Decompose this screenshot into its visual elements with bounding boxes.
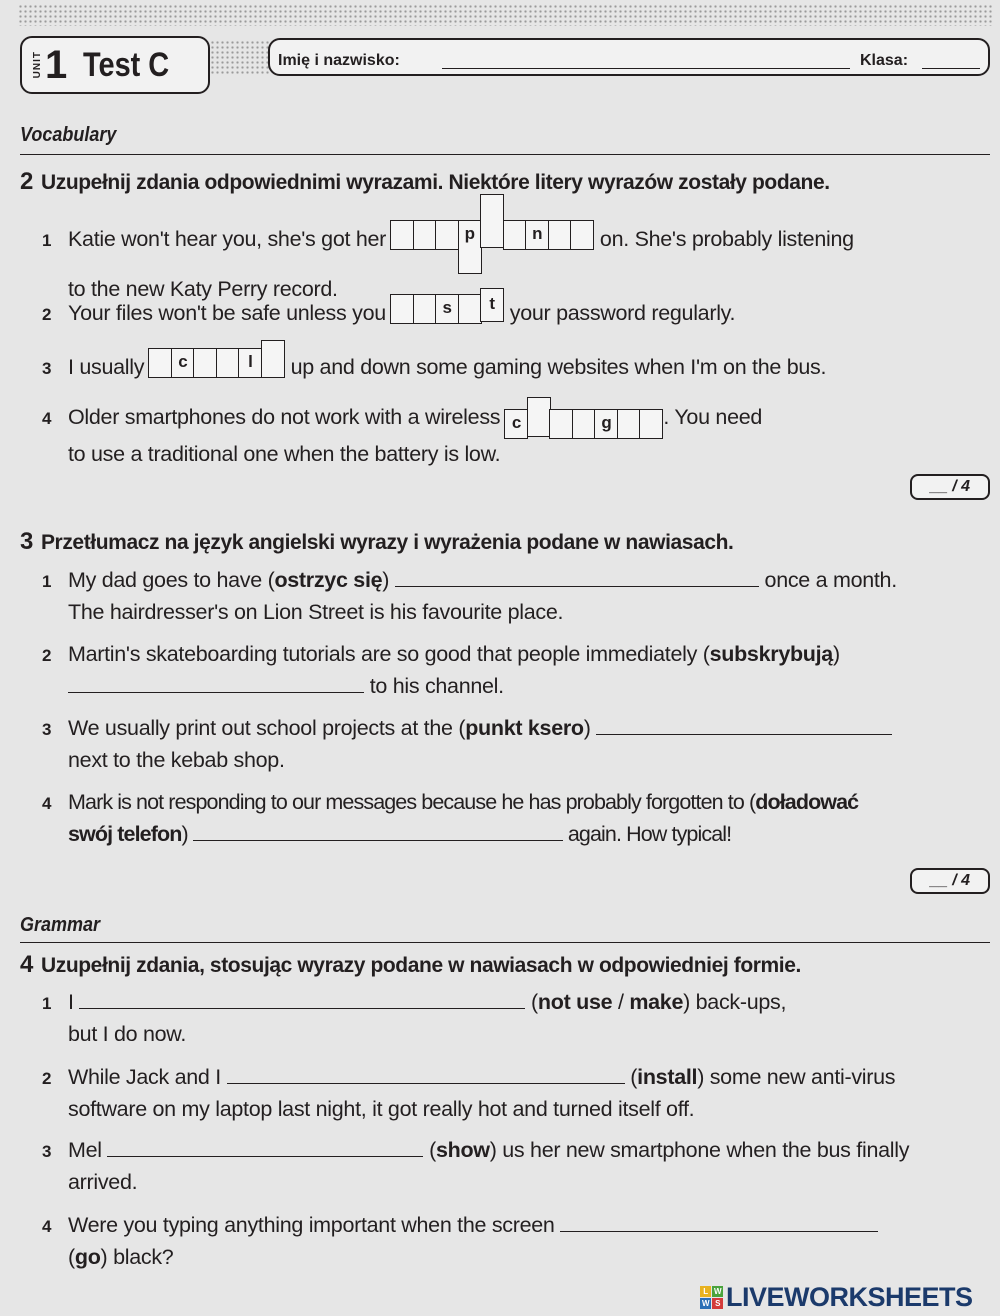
letter-box[interactable] xyxy=(639,409,663,439)
item-text: We usually print out school projects at the ( xyxy=(68,716,466,740)
task-2-title xyxy=(20,168,830,196)
task-number: 3 xyxy=(20,528,33,555)
task-3-item-4 xyxy=(42,787,858,849)
letter-box[interactable]: g xyxy=(594,409,618,439)
item-text: once a month. xyxy=(764,568,897,592)
task-number: 2 xyxy=(20,168,33,195)
item-text: up and down some gaming websites when I'm on the bus. xyxy=(290,355,827,379)
unit-number: 1 xyxy=(45,43,68,87)
letter-box[interactable] xyxy=(390,220,414,250)
task-3-item-1 xyxy=(42,565,897,627)
letter-box[interactable] xyxy=(617,409,641,439)
letter-box[interactable] xyxy=(390,294,414,324)
unit-badge xyxy=(20,36,210,94)
task-3-item-3 xyxy=(42,713,892,775)
task-3-title xyxy=(20,528,734,556)
item-hint: install xyxy=(637,1065,698,1089)
task-2-item-4 xyxy=(42,402,762,469)
task-4-item-3: 3 Mel (show) us her new smartphone when the bus finally arrived. xyxy=(42,1135,909,1197)
item-text: Your files won't be safe unless you xyxy=(68,301,386,325)
letter-box[interactable]: c xyxy=(171,348,195,378)
letter-box[interactable] xyxy=(413,294,437,324)
item-text: ) xyxy=(832,642,840,666)
section-divider xyxy=(20,942,990,943)
letter-box[interactable] xyxy=(458,294,482,324)
item-hint: swój telefon xyxy=(68,822,182,846)
letter-boxes[interactable] xyxy=(506,409,664,439)
liveworksheets-logo-icon: L W W S xyxy=(701,1287,722,1308)
task-4-item-1: 1 I (not use / make) back-ups, but I do now. xyxy=(42,987,786,1049)
task-2-item-2 xyxy=(42,294,735,330)
letter-box[interactable] xyxy=(216,348,240,378)
letter-box[interactable] xyxy=(480,194,504,248)
letter-box[interactable] xyxy=(572,409,596,439)
item-text-continued: to the new Katy Perry record. xyxy=(68,277,338,301)
item-number: 3 xyxy=(42,720,52,739)
item-text: Older smartphones do not work with a wireless xyxy=(68,405,501,429)
item-text-continued: arrived. xyxy=(68,1170,138,1194)
letter-box[interactable] xyxy=(570,220,594,250)
item-text: Were you typing anything important when the screen xyxy=(68,1213,555,1237)
answer-blank[interactable] xyxy=(107,1135,423,1157)
letter-box[interactable]: t xyxy=(480,288,504,322)
task-2-item-1 xyxy=(42,220,854,304)
letter-box[interactable]: n xyxy=(525,220,549,250)
item-number: 1 xyxy=(42,572,52,591)
item-text: Mel xyxy=(68,1138,102,1162)
letter-box[interactable] xyxy=(527,397,551,437)
letter-boxes[interactable] xyxy=(392,220,595,274)
item-number: 2 xyxy=(42,646,52,665)
header-dot-pattern xyxy=(18,4,994,26)
answer-blank[interactable] xyxy=(395,565,759,587)
letter-box[interactable] xyxy=(261,340,285,378)
answer-blank[interactable] xyxy=(560,1210,878,1232)
test-title: Test C xyxy=(83,45,170,84)
letter-box[interactable] xyxy=(413,220,437,250)
letter-boxes[interactable] xyxy=(150,348,285,378)
task-2-item-3 xyxy=(42,348,826,384)
unit-word: UNIT xyxy=(32,51,43,79)
item-hint: ostrzyc się xyxy=(274,568,383,592)
item-text-continued: but I do now. xyxy=(68,1022,187,1046)
header-dot-pattern-small xyxy=(210,40,270,74)
letter-box[interactable]: l xyxy=(238,348,262,378)
answer-blank[interactable] xyxy=(68,671,364,693)
task-instruction: Uzupełnij zdania odpowiednimi wyrazami. Niektóre litery wyrazów zostały podane. xyxy=(40,171,830,194)
item-text-continued: next to the kebab shop. xyxy=(68,748,285,772)
task-instruction: Uzupełnij zdania, stosując wyrazy podane w nawiasach w odpowiedniej formie. xyxy=(40,954,801,977)
item-text: ) xyxy=(181,822,188,846)
name-label: Imię i nazwisko: xyxy=(278,52,400,69)
item-text-continued: to use a traditional one when the battery is low. xyxy=(68,442,501,466)
item-text: Mark is not responding to our messages because he has probably forgotten to ( xyxy=(68,790,756,814)
item-text: ) xyxy=(382,568,390,592)
answer-blank[interactable] xyxy=(79,987,525,1009)
item-number: 3 xyxy=(42,359,52,378)
name-field[interactable] xyxy=(442,68,850,69)
letter-box[interactable]: s xyxy=(435,294,459,324)
item-hint: go xyxy=(74,1245,101,1269)
item-number: 4 xyxy=(42,794,51,813)
item-text: ) xyxy=(583,716,591,740)
letter-box[interactable] xyxy=(548,220,572,250)
item-text: your password regularly. xyxy=(509,301,736,325)
item-text: ) some new anti-virus xyxy=(697,1065,896,1089)
task-instruction: Przetłumacz na język angielski wyrazy i wyrażenia podane w nawiasach. xyxy=(40,531,734,554)
item-number: 1 xyxy=(42,231,52,250)
item-text: / xyxy=(612,990,630,1014)
item-text: . You need xyxy=(663,405,763,429)
item-text-continued: software on my laptop last night, it got really hot and turned itself off. xyxy=(68,1097,695,1121)
item-text: ) us her new smartphone when the bus finally xyxy=(489,1138,910,1162)
section-label-vocabulary: Vocabulary xyxy=(20,124,117,146)
letter-box[interactable] xyxy=(193,348,217,378)
item-hint: make xyxy=(629,990,684,1014)
item-number: 4 xyxy=(42,1217,52,1236)
item-hint: show xyxy=(435,1138,490,1162)
letter-box[interactable] xyxy=(435,220,459,250)
item-text: ) back-ups, xyxy=(683,990,787,1014)
item-text: Katie won't hear you, she's got her xyxy=(68,227,387,251)
item-text: ) black? xyxy=(100,1245,174,1269)
item-text-continued: to his channel. xyxy=(369,674,504,698)
item-text: My dad goes to have ( xyxy=(68,568,275,592)
item-text: Martin's skateboarding tutorials are so good that people immediately ( xyxy=(68,642,710,666)
letter-box[interactable]: p xyxy=(458,220,482,274)
item-hint: punkt ksero xyxy=(465,716,584,740)
letter-box[interactable] xyxy=(148,348,172,378)
item-number: 2 xyxy=(42,1069,52,1088)
task-number: 4 xyxy=(20,951,33,978)
item-text: again. How typical! xyxy=(567,822,732,846)
item-text: on. She's probably listening xyxy=(599,227,854,251)
score-box[interactable]: __ / 4 xyxy=(910,474,990,500)
item-hint: not use xyxy=(537,990,613,1014)
section-label-grammar: Grammar xyxy=(20,914,101,936)
item-number: 1 xyxy=(42,994,52,1013)
task-3-item-2 xyxy=(42,639,840,701)
section-divider xyxy=(20,154,990,155)
item-text: I xyxy=(68,990,74,1014)
answer-blank[interactable] xyxy=(227,1062,625,1084)
item-hint: subskrybują xyxy=(709,642,833,666)
item-text-continued: The hairdresser's on Lion Street is his favourite place. xyxy=(68,600,564,624)
item-text: While Jack and I xyxy=(68,1065,221,1089)
item-hint: doładować xyxy=(755,790,859,814)
liveworksheets-brand: LIVEWORKSHEETS xyxy=(726,1282,973,1312)
answer-blank[interactable] xyxy=(596,713,892,735)
task-4-item-4: 4 Were you typing anything important when the screen (go) black? xyxy=(42,1210,878,1272)
letter-boxes[interactable] xyxy=(392,294,505,324)
item-number: 2 xyxy=(42,305,52,324)
answer-blank[interactable] xyxy=(193,819,563,841)
letter-box[interactable] xyxy=(503,220,527,250)
letter-box[interactable] xyxy=(549,409,573,439)
item-number: 3 xyxy=(42,1142,52,1161)
student-info-box xyxy=(268,38,990,76)
letter-box[interactable]: c xyxy=(504,409,528,439)
score-box[interactable]: __ / 4 xyxy=(910,868,990,894)
task-4-item-2: 2 While Jack and I (install) some new anti-virus software on my laptop last night, it got really hot and turned itself off. xyxy=(42,1062,895,1124)
liveworksheets-watermark xyxy=(700,1282,973,1313)
class-field[interactable] xyxy=(922,68,980,69)
class-label: Klasa: xyxy=(860,52,909,69)
item-text: I usually xyxy=(68,355,145,379)
task-4-title xyxy=(20,951,801,979)
item-number: 4 xyxy=(42,409,52,428)
